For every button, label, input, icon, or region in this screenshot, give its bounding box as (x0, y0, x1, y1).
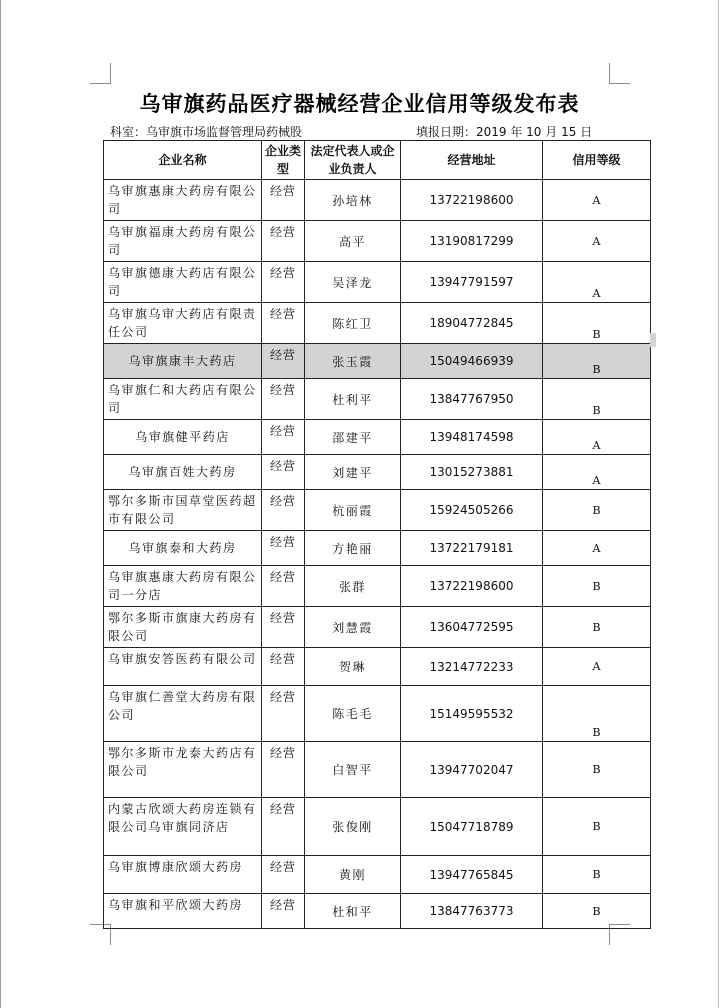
legal-representative-cell: 黄刚 (305, 856, 401, 894)
table-header-row (104, 141, 651, 180)
business-address-cell: 13847767950 (401, 379, 543, 420)
table-row (104, 221, 651, 262)
credit-grade-cell: B (543, 856, 651, 894)
business-address-cell: 13722198600 (401, 180, 543, 221)
company-name-cell: 乌审旗博康欣颂大药房 (104, 856, 262, 894)
credit-grade-table (103, 140, 651, 929)
company-name-cell: 乌审旗康丰大药店 (104, 344, 262, 379)
table-row (104, 648, 651, 686)
table-row (104, 379, 651, 420)
company-type-cell: 经营 (262, 742, 305, 798)
legal-representative-cell: 杜利平 (305, 379, 401, 420)
legal-representative-cell: 张俊刚 (305, 798, 401, 856)
table-row (104, 490, 651, 531)
business-address-cell: 13947791597 (401, 262, 543, 303)
company-name-cell: 乌审旗百姓大药房 (104, 455, 262, 490)
legal-representative-cell: 方艳丽 (305, 531, 401, 566)
business-address-cell: 13214772233 (401, 648, 543, 686)
credit-grade-cell: A (543, 180, 651, 221)
company-name-cell: 鄂尔多斯市旗康大药房有限公司 (104, 607, 262, 648)
table-row (104, 344, 651, 379)
credit-grade-cell: A (543, 262, 651, 303)
company-type-cell: 经营 (262, 648, 305, 686)
legal-representative-cell: 刘建平 (305, 455, 401, 490)
header-legal-representative: 法定代表人或企业负责人 (305, 141, 401, 180)
table-body (104, 180, 651, 929)
legal-representative-cell: 吴泽龙 (305, 262, 401, 303)
table-row (104, 455, 651, 490)
company-type-cell: 经营 (262, 455, 305, 490)
credit-grade-cell: A (543, 531, 651, 566)
company-type-cell: 经营 (262, 262, 305, 303)
business-address-cell: 13722179181 (401, 531, 543, 566)
header-credit-grade: 信用等级 (543, 141, 651, 180)
credit-grade-cell: B (543, 686, 651, 742)
header-company-name: 企业名称 (104, 141, 262, 180)
legal-representative-cell: 陈毛毛 (305, 686, 401, 742)
business-address-cell: 13947765845 (401, 856, 543, 894)
department-line: 科室：乌审旗市场监督管理局药械股 (110, 125, 303, 139)
business-address-cell: 13948174598 (401, 420, 543, 455)
legal-representative-cell: 张群 (305, 566, 401, 607)
margin-corner-mark (90, 63, 111, 84)
legal-representative-cell: 白智平 (305, 742, 401, 798)
legal-representative-cell: 杭丽霞 (305, 490, 401, 531)
company-type-cell: 经营 (262, 344, 305, 379)
company-type-cell: 经营 (262, 221, 305, 262)
business-address-cell: 15049466939 (401, 344, 543, 379)
company-type-cell: 经营 (262, 531, 305, 566)
legal-representative-cell: 邵建平 (305, 420, 401, 455)
business-address-cell: 13604772595 (401, 607, 543, 648)
credit-grade-cell: B (543, 798, 651, 856)
company-name-cell: 乌审旗惠康大药房有限公司 (104, 180, 262, 221)
company-name-cell: 乌审旗仁和大药店有限公司 (104, 379, 262, 420)
credit-grade-cell: B (543, 607, 651, 648)
company-type-cell: 经营 (262, 607, 305, 648)
business-address-cell: 18904772845 (401, 303, 543, 344)
business-address-cell: 13947702047 (401, 742, 543, 798)
page-left-edge (0, 0, 1, 1008)
business-address-cell: 15149595532 (401, 686, 543, 742)
table-row (104, 531, 651, 566)
table-row (104, 856, 651, 894)
legal-representative-cell: 孙培林 (305, 180, 401, 221)
business-address-cell: 13722198600 (401, 566, 543, 607)
credit-grade-cell: A (543, 648, 651, 686)
company-name-cell: 乌审旗乌审大药店有限责任公司 (104, 303, 262, 344)
table-row (104, 607, 651, 648)
company-type-cell: 经营 (262, 180, 305, 221)
margin-corner-mark (609, 63, 630, 84)
company-name-cell: 乌审旗健平药店 (104, 420, 262, 455)
credit-grade-cell: A (543, 221, 651, 262)
credit-grade-cell: B (543, 344, 651, 379)
credit-grade-cell: B (543, 379, 651, 420)
table-row (104, 420, 651, 455)
highlight-margin-mark (650, 333, 656, 347)
business-address-cell: 13015273881 (401, 455, 543, 490)
business-address-cell: 15924505266 (401, 490, 543, 531)
document-title: 乌审旗药品医疗器械经营企业信用等级发布表 (139, 92, 580, 116)
company-name-cell: 乌审旗福康大药房有限公司 (104, 221, 262, 262)
legal-representative-cell: 刘慧霞 (305, 607, 401, 648)
company-type-cell: 经营 (262, 379, 305, 420)
legal-representative-cell: 贺琳 (305, 648, 401, 686)
table-row (104, 180, 651, 221)
table-row (104, 262, 651, 303)
company-name-cell: 鄂尔多斯市国草堂医药超市有限公司 (104, 490, 262, 531)
company-type-cell: 经营 (262, 894, 305, 929)
company-type-cell: 经营 (262, 686, 305, 742)
report-date-line: 填报日期：2019 年 10 月 15 日 (416, 125, 593, 139)
header-company-type: 企业类型 (262, 141, 305, 180)
header-business-address: 经营地址 (401, 141, 543, 180)
company-type-cell: 经营 (262, 856, 305, 894)
table-row (104, 686, 651, 742)
company-type-cell: 经营 (262, 566, 305, 607)
company-type-cell: 经营 (262, 798, 305, 856)
company-name-cell: 乌审旗安答医药有限公司 (104, 648, 262, 686)
credit-grade-cell: B (543, 894, 651, 929)
legal-representative-cell: 张玉霞 (305, 344, 401, 379)
company-name-cell: 乌审旗和平欣颂大药房 (104, 894, 262, 929)
legal-representative-cell: 高平 (305, 221, 401, 262)
table-row (104, 566, 651, 607)
legal-representative-cell: 杜和平 (305, 894, 401, 929)
company-name-cell: 乌审旗泰和大药房 (104, 531, 262, 566)
company-name-cell: 内蒙古欣颂大药房连锁有限公司乌审旗同济店 (104, 798, 262, 856)
company-name-cell: 乌审旗惠康大药房有限公司一分店 (104, 566, 262, 607)
company-name-cell: 鄂尔多斯市龙泰大药店有限公司 (104, 742, 262, 798)
table-row (104, 894, 651, 929)
business-address-cell: 13190817299 (401, 221, 543, 262)
table-row (104, 742, 651, 798)
credit-grade-cell: A (543, 455, 651, 490)
table-row (104, 798, 651, 856)
table-row (104, 303, 651, 344)
business-address-cell: 13847763773 (401, 894, 543, 929)
credit-grade-cell: B (543, 566, 651, 607)
company-name-cell: 乌审旗德康大药店有限公司 (104, 262, 262, 303)
legal-representative-cell: 陈红卫 (305, 303, 401, 344)
company-type-cell: 经营 (262, 420, 305, 455)
company-type-cell: 经营 (262, 303, 305, 344)
company-name-cell: 乌审旗仁善堂大药房有限公司 (104, 686, 262, 742)
credit-grade-cell: B (543, 742, 651, 798)
business-address-cell: 15047718789 (401, 798, 543, 856)
company-type-cell: 经营 (262, 490, 305, 531)
credit-grade-cell: B (543, 303, 651, 344)
credit-grade-cell: A (543, 420, 651, 455)
credit-grade-cell: B (543, 490, 651, 531)
